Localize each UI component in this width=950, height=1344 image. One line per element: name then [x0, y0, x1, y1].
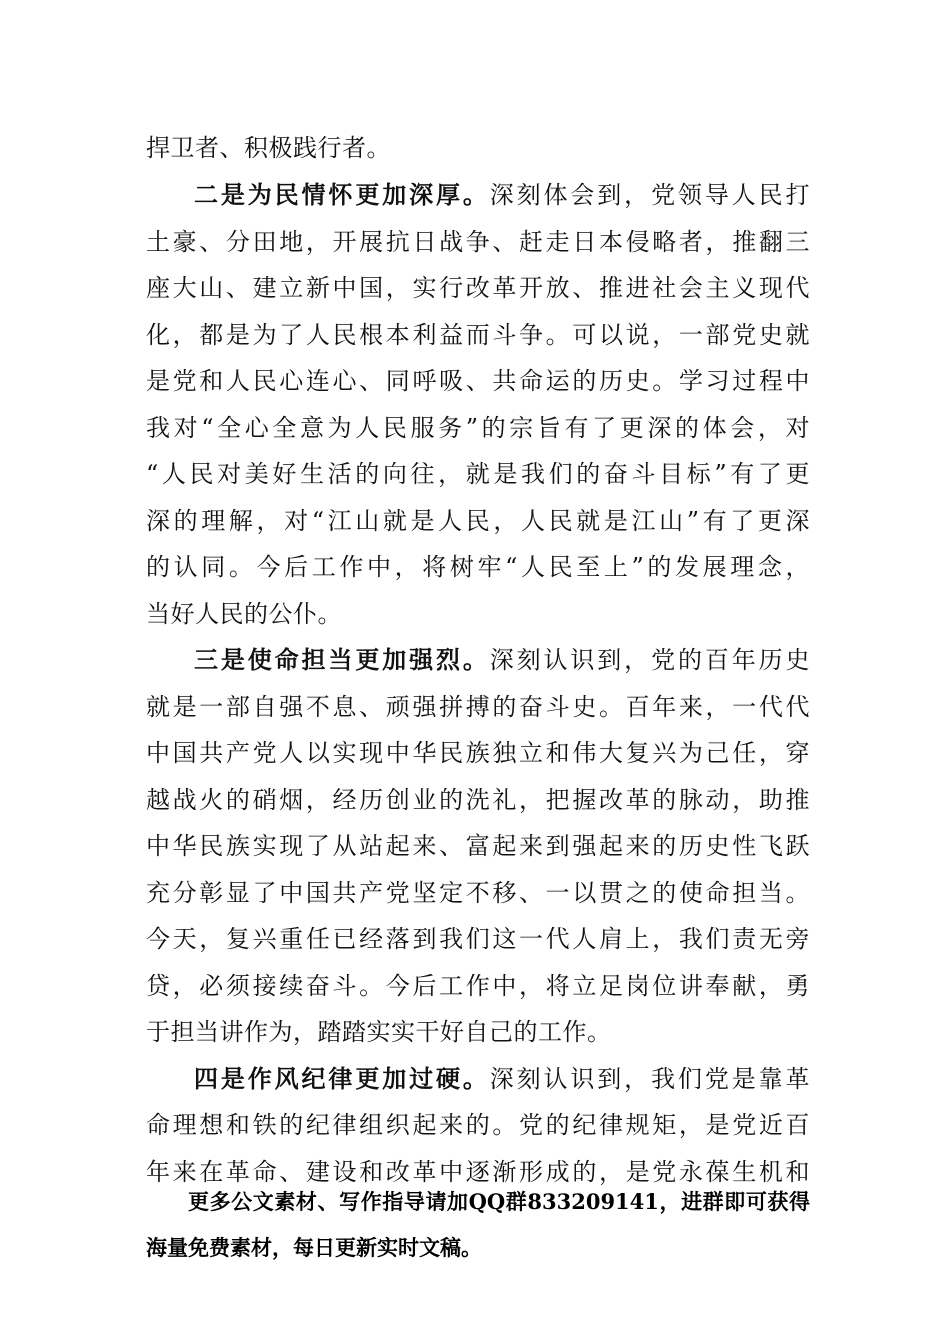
- paragraph-line: 就是一部自强不息、顽强拼搏的奋斗史。百年来，一代代: [146, 693, 810, 721]
- paragraph-heading-line: [194, 1059, 810, 1099]
- paragraph-line-text: 深刻认识到，党的百年历史: [489, 646, 810, 674]
- paragraph-line: 年来在革命、建设和改革中逐渐形成的，是党永葆生机和: [146, 1158, 810, 1186]
- footer-promo-line-2: 海量免费素材，每日更新实时文稿。: [146, 1235, 482, 1260]
- paragraph-line: 座大山、建立新中国，实行改革开放、推进社会主义现代: [146, 274, 810, 302]
- paragraph-line: 充分彰显了中国共产党坚定不移、一以贯之的使命担当。: [146, 879, 810, 907]
- section-heading-3: 三是使命担当更加强烈。: [194, 645, 490, 674]
- paragraph-heading-line: [194, 640, 810, 680]
- section-heading-2: 二是为民情怀更加深厚。: [194, 180, 490, 209]
- paragraph-line: 土豪、分田地，开展抗日战争、赶走日本侵略者，推翻三: [146, 228, 810, 256]
- section-heading-4: 四是作风纪律更加过硬。: [194, 1064, 490, 1093]
- paragraph-line: 当好人民的公仆。: [146, 600, 342, 628]
- paragraph-line: 越战火的硝烟，经历创业的洗礼，把握改革的脉动，助推: [146, 786, 810, 814]
- paragraph-line: 贷，必须接续奋斗。今后工作中，将立足岗位讲奉献，勇: [146, 972, 810, 1000]
- paragraph-line: 的认同。今后工作中，将树牢“人民至上”的发展理念，: [146, 553, 810, 581]
- paragraph-line: 化，都是为了人民根本利益而斗争。可以说，一部党史就: [146, 321, 810, 349]
- paragraph-line: 捍卫者、积极践行者。: [146, 134, 391, 162]
- paragraph-line: 于担当讲作为，踏踏实实干好自己的工作。: [146, 1018, 612, 1046]
- paragraph-line: 我对“全心全意为人民服务”的宗旨有了更深的体会，对: [146, 414, 810, 442]
- paragraph-line: 是党和人民心连心、同呼吸、共命运的历史。学习过程中: [146, 367, 810, 395]
- footer-promo-line-1: 更多公文素材、写作指导请加QQ群833209141，进群即可获得: [188, 1189, 810, 1214]
- paragraph-line: 命理想和铁的纪律组织起来的。党的纪律规矩，是党近百: [146, 1111, 810, 1139]
- paragraph-line: 今天，复兴重任已经落到我们这一代人肩上，我们责无旁: [146, 925, 810, 953]
- paragraph-line-text: 深刻认识到，我们党是靠革: [489, 1065, 810, 1093]
- paragraph-line: 中华民族实现了从站起来、富起来到强起来的历史性飞跃: [146, 832, 810, 860]
- paragraph-heading-line: [194, 175, 810, 215]
- paragraph-line-text: 深刻体会到，党领导人民打: [489, 181, 810, 209]
- paragraph-line: “人民对美好生活的向往，就是我们的奋斗目标”有了更: [146, 460, 810, 488]
- paragraph-line: 中国共产党人以实现中华民族独立和伟大复兴为己任，穿: [146, 739, 810, 767]
- paragraph-line: 深的理解，对“江山就是人民，人民就是江山”有了更深: [146, 507, 810, 535]
